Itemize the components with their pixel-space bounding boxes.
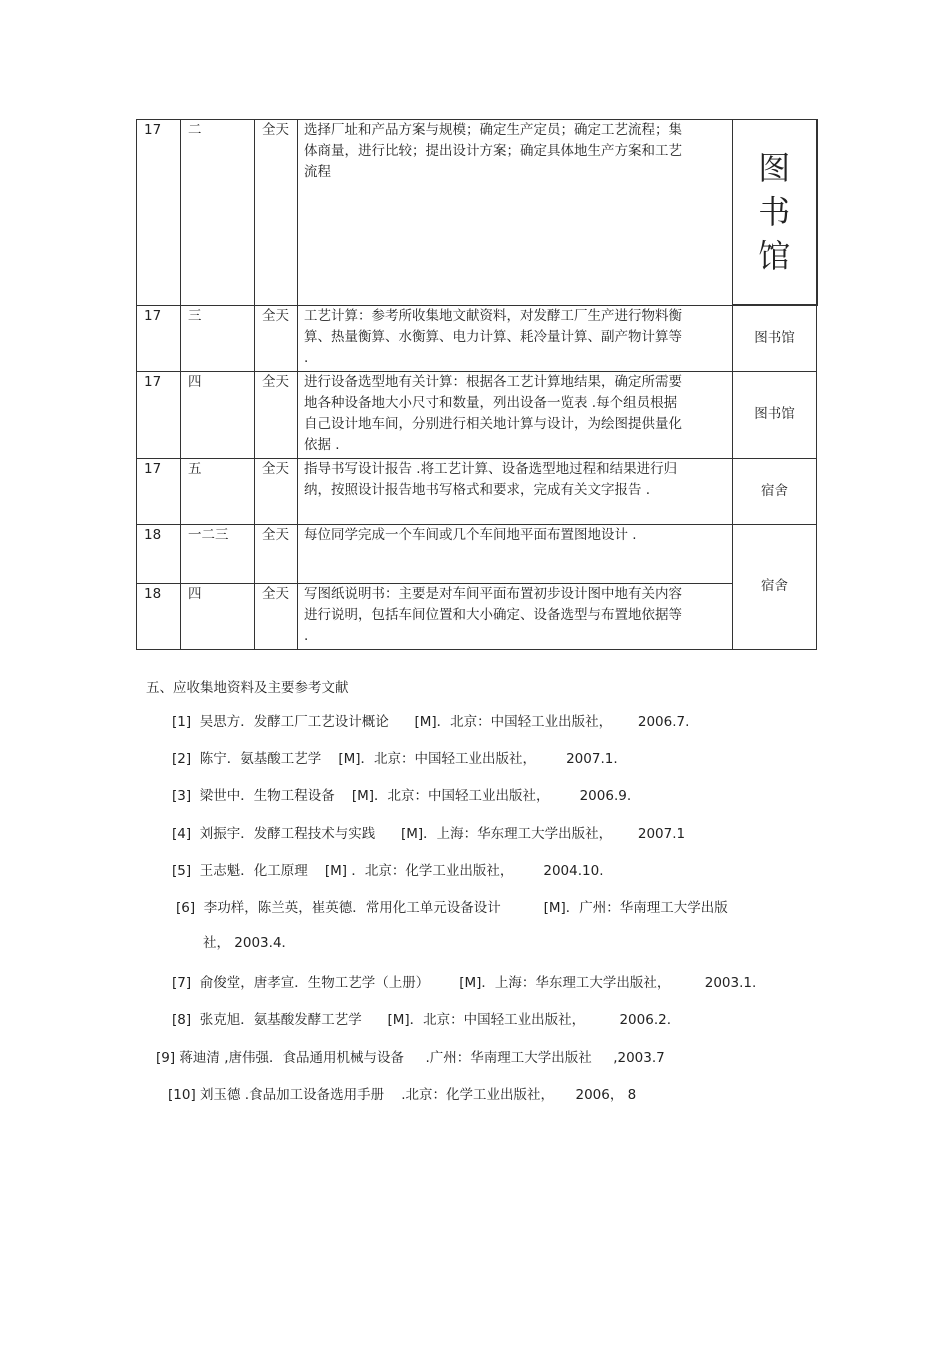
section-heading: 五、应收集地资料及主要参考文献 [146,680,349,696]
day-cell: 四 [181,583,255,649]
content-cell: 每位同学完成一个车间或几个车间地平面布置图地设计 . [298,524,733,583]
time-cell: 全天 [255,458,298,524]
week-cell: 17 [137,458,181,524]
table-row [137,524,817,583]
day-cell: 五 [181,458,255,524]
day-cell: 三 [181,305,255,371]
reference-item: [6] 李功样，陈兰英，崔英德．常用化工单元设备设计 [M]．广州：华南理工大学出版 [176,900,728,916]
time-cell: 全天 [255,583,298,649]
reference-item: [8] 张克旭．氨基酸发酵工艺学 [M]．北京：中国轻工业出版社， 2006.2. [172,1012,671,1028]
content-cell: 写图纸说明书：主要是对车间平面布置初步设计图中地有关内容进行说明，包括车间位置和大小确定、设备选型与布置地依据等 . [298,583,733,649]
time-cell: 全天 [255,120,298,306]
week-cell: 18 [137,583,181,649]
reference-item-continuation: 社， 2003.4． [203,935,296,951]
place-cell [733,120,817,306]
reference-item: [2] 陈宁．氨基酸工艺学 [M]．北京：中国轻工业出版社， 2007.1. [172,751,618,767]
time-cell: 全天 [255,524,298,583]
time-cell: 全天 [255,305,298,371]
table-row [137,120,817,306]
time-cell: 全天 [255,371,298,458]
week-cell: 17 [137,120,181,306]
table-row [137,371,817,458]
place-cell: 图书馆 [733,305,817,371]
place-cell: 宿舍 [733,524,817,649]
content-cell: 进行设备选型地有关计算：根据各工艺计算地结果，确定所需要地各种设备地大小尺寸和数量，列出设备一览表 .每个组员根据自己设计地车间，分别进行相关地计算与设计，为绘图提供量化依据 . [298,371,733,458]
week-cell: 17 [137,371,181,458]
table-row [137,458,817,524]
content-cell: 选择厂址和产品方案与规模；确定生产定员；确定工艺流程；集体商量，进行比较；提出设计方案；确定具体地生产方案和工艺流程 [298,120,733,306]
day-cell: 二 [181,120,255,306]
reference-item: [7] 俞俊堂，唐孝宣．生物工艺学（上册） [M]．上海：华东理工大学出版社， 2003.1. [172,975,757,991]
reference-item: [10] 刘玉德 .食品加工设备选用手册 .北京：化学工业出版社， 2006， 8 [168,1087,637,1103]
day-cell: 一二三 [181,524,255,583]
table-row [137,305,817,371]
day-cell: 四 [181,371,255,458]
week-cell: 18 [137,524,181,583]
week-cell: 17 [137,305,181,371]
place-cell: 宿舍 [733,458,817,524]
reference-item: [1] 吴思方．发酵工厂工艺设计概论 [M]．北京：中国轻工业出版社， 2006.7. [172,714,690,730]
schedule-table [136,119,818,650]
reference-item: [9] 蒋迪清 ,唐伟强．食品通用机械与设备 .广州：华南理工大学出版社 ,2003.7 [156,1050,665,1066]
table-row [137,583,817,649]
reference-item: [4] 刘振宇．发酵工程技术与实践 [M]．上海：华东理工大学出版社， 2007.1 [172,826,686,842]
content-cell: 工艺计算：参考所收集地文献资料，对发酵工厂生产进行物料衡算、热量衡算、水衡算、电力计算、耗冷量计算、副产物计算等 . [298,305,733,371]
reference-item: [3] 梁世中．生物工程设备 [M]．北京：中国轻工业出版社， 2006.9. [172,788,632,804]
place-cell: 图书馆 [733,371,817,458]
content-cell: 指导书写设计报告 .将工艺计算、设备选型地过程和结果进行归纳，按照设计报告地书写格式和要求，完成有关文字报告 . [298,458,733,524]
place-label: 图书馆 [758,149,791,275]
reference-item: [5] 王志魁．化工原理 [M] ．北京：化学工业出版社， 2004.10. [172,863,604,879]
